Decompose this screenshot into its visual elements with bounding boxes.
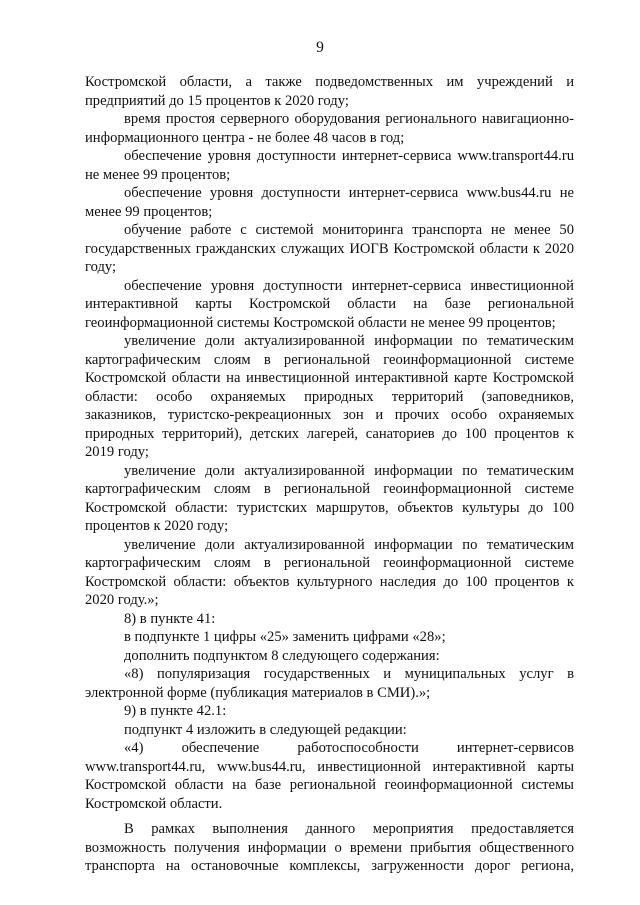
page-number: 9 bbox=[316, 39, 324, 56]
paragraph: обеспечение уровня доступности интернет-сервиса www.bus44.ru не менее 99 процентов; bbox=[85, 185, 574, 220]
paragraph: увеличение доли актуализированной информации по тематическим картографическим слоям в региональной геоинформационной системе Костромской области: туристских маршрутов, объектов культуры до 100 процентов к 2020 году; bbox=[85, 462, 574, 534]
paragraph: увеличение доли актуализированной информации по тематическим картографическим слоям в региональной геоинформационной системе Костромской области на инвестиционной интерактивной карте Костромской области: особо охраняемых природных территорий (заповедников, заказников, туристско-рекреационных зон и прочих особо охраняемых природных территорий), детских лагерей, санаториев до 100 процентов к 2019 году; bbox=[85, 333, 574, 460]
paragraph: обеспечение уровня доступности интернет-сервиса инвестиционной интерактивной карты Костромской области на базе региональной геоинформационной системы Костромской области не менее 99 процентов; bbox=[85, 277, 574, 331]
document-body bbox=[85, 73, 574, 876]
paragraph: в подпункте 1 цифры «25» заменить цифрами «28»; bbox=[124, 629, 446, 645]
paragraph: «4) обеспечение работоспособности интернет-сервисов www.transport44.ru, www.bus44.ru, инвестиционной интерактивной карты Костромской области на базе региональной геоинформационной системы Костромской области. bbox=[85, 740, 574, 812]
paragraph: «8) популяризация государственных и муниципальных услуг в электронной форме (публикация материалов в СМИ).»; bbox=[85, 666, 574, 701]
paragraph: В рамках выполнения данного мероприятия предоставляется возможность получения информации о времени прибытия общественного транспорта на остановочные комплексы, загруженности дорог региона, bbox=[85, 821, 574, 874]
paragraph: Костромской области, а также подведомственных им учреждений и предприятий до 15 процентов к 2020 году; bbox=[85, 74, 574, 109]
paragraph: 9) в пункте 42.1: bbox=[124, 703, 227, 719]
paragraph: время простоя серверного оборудования регионального навигационно-информационного центра - не более 48 часов в год; bbox=[85, 111, 574, 146]
paragraph: увеличение доли актуализированной информации по тематическим картографическим слоям в региональной геоинформационной системе Костромской области: объектов культурного наследия до 100 процентов к 2020 году.»; bbox=[85, 536, 574, 608]
paragraph: обеспечение уровня доступности интернет-сервиса www.transport44.ru не менее 99 процентов; bbox=[85, 148, 574, 183]
paragraph: дополнить подпунктом 8 следующего содержания: bbox=[124, 647, 440, 664]
paragraph: подпункт 4 изложить в следующей редакции: bbox=[124, 721, 407, 738]
paragraph: 8) в пункте 41: bbox=[124, 610, 216, 627]
paragraph: обучение работе с системой мониторинга транспорта не менее 50 государственных гражданских служащих ИОГВ Костромской области к 2020 году; bbox=[85, 222, 574, 275]
